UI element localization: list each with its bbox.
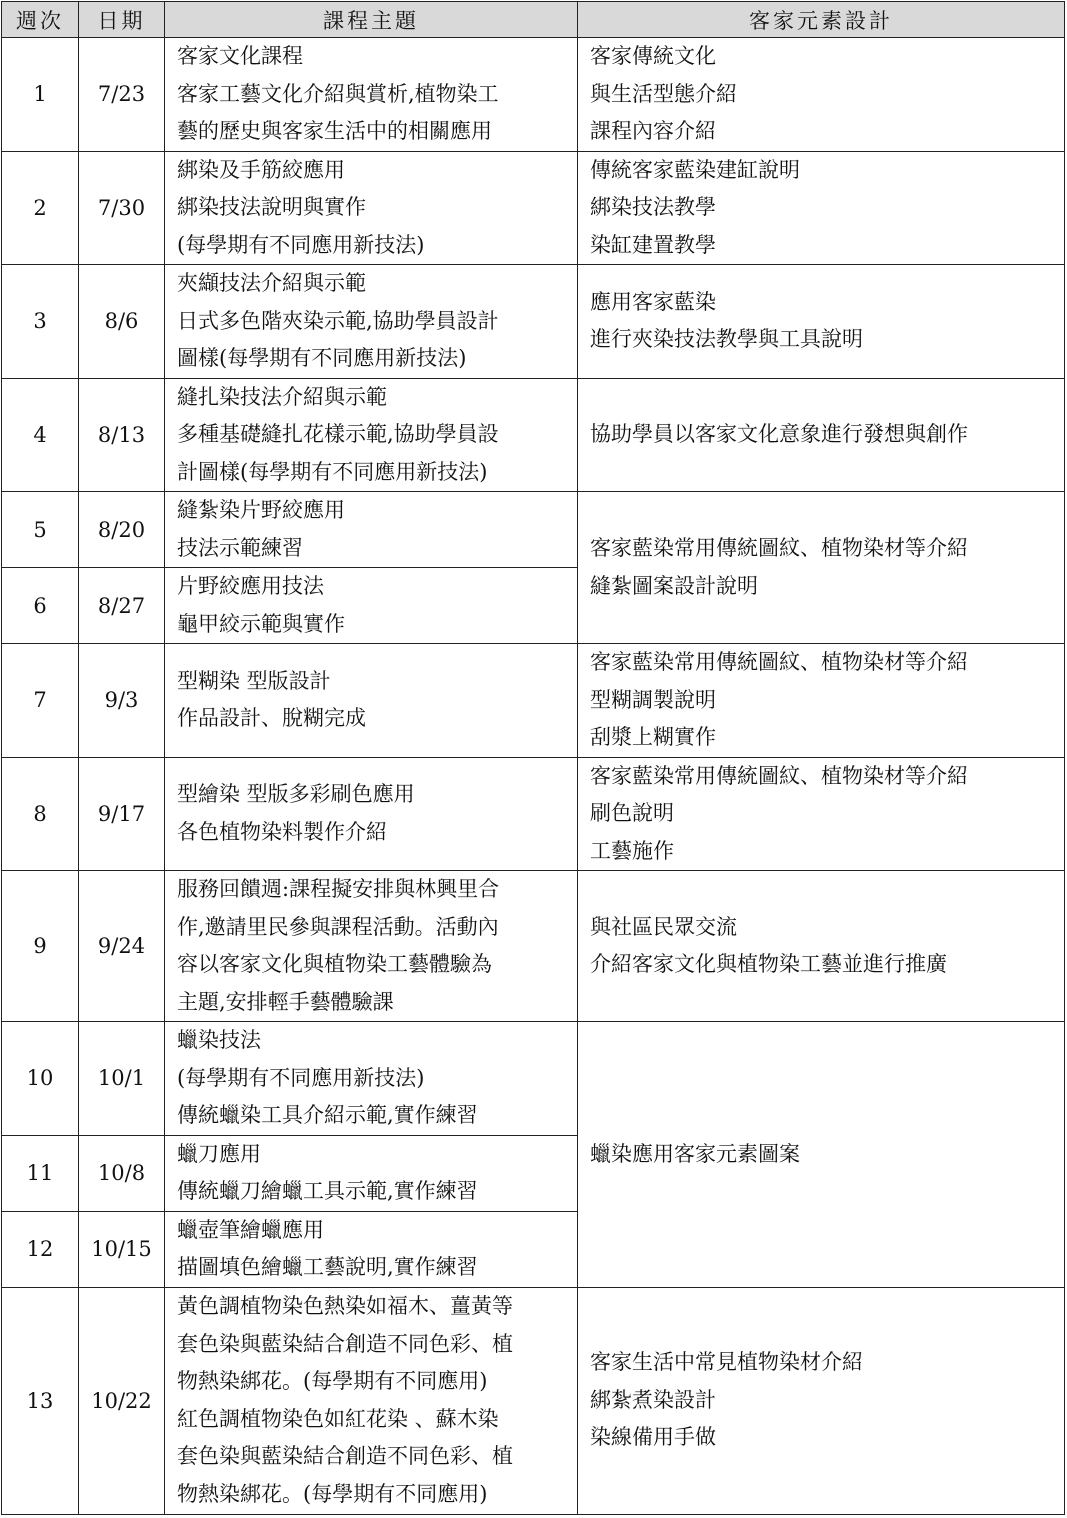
hakka-element-line: 客家生活中常見植物染材介紹 <box>590 1350 863 1375</box>
topic-line: 主題,安排輕手藝體驗課 <box>177 989 394 1014</box>
table-row <box>2 757 1065 871</box>
topic-line: 描圖填色繪蠟工藝說明,實作練習 <box>177 1255 478 1279</box>
hakka-element-line: 與社區民眾交流 <box>590 914 737 939</box>
topic-line: 傳統蠟刀繪蠟工具示範,實作練習 <box>177 1179 478 1203</box>
topic-line: 蠟壺筆繪蠟應用 <box>177 1217 324 1242</box>
week-cell: 10 <box>2 1022 79 1136</box>
hakka-element-line: 應用客家藍染 <box>590 289 716 314</box>
hakka-element-line: 與生活型態介紹 <box>590 81 737 106</box>
date-cell: 10/22 <box>79 1287 165 1514</box>
hakka-element-cell <box>578 1287 1065 1514</box>
topic-line: 綁染技法說明與實作 <box>177 195 366 219</box>
topic-line: 套色染與藍染結合創造不同色彩、植 <box>177 1444 513 1468</box>
date-cell: 10/1 <box>79 1022 165 1136</box>
week-cell: 8 <box>2 757 79 871</box>
topic-cell <box>165 265 578 379</box>
hakka-element-line: 客家藍染常用傳統圖紋、植物染材等介紹 <box>590 763 968 788</box>
hakka-element-cell <box>578 151 1065 265</box>
topic-line: 多種基礎縫扎花樣示範,協助學員設 <box>177 422 499 446</box>
hakka-element-cell <box>578 265 1065 379</box>
date-cell: 8/20 <box>79 492 165 568</box>
week-cell: 11 <box>2 1135 79 1211</box>
hakka-element-cell <box>578 644 1065 758</box>
hakka-element-line: 刮漿上糊實作 <box>590 725 716 749</box>
topic-line: 黃色調植物染色熱染如福木、薑黃等 <box>177 1294 513 1318</box>
topic-line: 蠟刀應用 <box>177 1141 261 1166</box>
header-hakka-element: 客家元素設計 <box>578 2 1065 38</box>
hakka-element-line: 客家藍染常用傳統圖紋、植物染材等介紹 <box>590 650 968 674</box>
topic-cell <box>165 644 578 758</box>
week-cell: 7 <box>2 644 79 758</box>
hakka-element-cell <box>578 378 1065 492</box>
date-cell: 7/30 <box>79 151 165 265</box>
topic-cell <box>165 1135 578 1211</box>
hakka-element-line: 綁染技法教學 <box>590 195 716 219</box>
table-row <box>2 378 1065 492</box>
hakka-element-line: 染線備用手做 <box>590 1425 716 1450</box>
topic-line: 日式多色階夾染示範,協助學員設計 <box>177 308 499 333</box>
topic-line: 物熱染綁花。(每學期有不同應用) <box>177 1481 488 1506</box>
week-cell: 2 <box>2 151 79 265</box>
topic-cell <box>165 492 578 568</box>
table-row <box>2 265 1065 379</box>
week-cell: 4 <box>2 378 79 492</box>
topic-cell <box>165 1287 578 1514</box>
topic-line: 服務回饋週:課程擬安排與林興里合 <box>177 877 500 901</box>
topic-line: (每學期有不同應用新技法) <box>177 232 425 257</box>
topic-cell <box>165 1211 578 1287</box>
hakka-element-line: 染缸建置教學 <box>590 232 716 257</box>
hakka-element-cell <box>578 871 1065 1022</box>
course-schedule-table <box>1 1 1065 1515</box>
topic-line: 技法示範練習 <box>177 535 303 560</box>
topic-line: 客家文化課程 <box>177 44 303 68</box>
table-row <box>2 1287 1065 1514</box>
topic-cell <box>165 151 578 265</box>
topic-cell <box>165 378 578 492</box>
topic-line: (每學期有不同應用新技法) <box>177 1065 425 1090</box>
table-row <box>2 644 1065 758</box>
hakka-element-line: 工藝施作 <box>590 838 674 863</box>
topic-line: 綁染及手筋絞應用 <box>177 157 345 182</box>
date-cell: 9/17 <box>79 757 165 871</box>
topic-line: 藝的歷史與客家生活中的相關應用 <box>177 119 492 143</box>
week-cell: 13 <box>2 1287 79 1514</box>
hakka-element-line: 蠟染應用客家元素圖案 <box>590 1141 800 1166</box>
hakka-element-line: 協助學員以客家文化意象進行發想與創作 <box>590 422 968 446</box>
header-week: 週次 <box>2 2 79 38</box>
topic-line: 紅色調植物染色如紅花染 、蘇木染 <box>177 1406 499 1431</box>
topic-line: 傳統蠟染工具介紹示範,實作練習 <box>177 1103 478 1127</box>
date-cell: 10/15 <box>79 1211 165 1287</box>
table-header <box>2 2 1065 38</box>
table-row <box>2 38 1065 152</box>
table-row <box>2 492 1065 568</box>
topic-cell <box>165 38 578 152</box>
topic-line: 作,邀請里民參與課程活動。活動內 <box>177 914 499 939</box>
date-cell: 8/6 <box>79 265 165 379</box>
topic-line: 各色植物染料製作介紹 <box>177 819 387 844</box>
week-cell: 3 <box>2 265 79 379</box>
hakka-element-line: 型糊調製說明 <box>590 687 716 712</box>
date-cell: 7/23 <box>79 38 165 152</box>
table-row <box>2 871 1065 1022</box>
hakka-element-cell <box>578 38 1065 152</box>
topic-line: 客家工藝文化介紹與賞析,植物染工 <box>177 81 499 106</box>
date-cell: 9/24 <box>79 871 165 1022</box>
topic-line: 作品設計、脫糊完成 <box>177 706 366 731</box>
header-row <box>2 2 1065 38</box>
topic-line: 片野絞應用技法 <box>177 574 324 598</box>
header-date: 日期 <box>79 2 165 38</box>
topic-cell <box>165 871 578 1022</box>
hakka-element-line: 客家藍染常用傳統圖紋、植物染材等介紹 <box>590 536 968 560</box>
table-body <box>2 38 1065 1515</box>
date-cell: 9/3 <box>79 644 165 758</box>
topic-line: 圖樣(每學期有不同應用新技法) <box>177 346 467 370</box>
table-row <box>2 151 1065 265</box>
topic-line: 縫紮染片野絞應用 <box>177 498 345 522</box>
topic-line: 型繪染 型版多彩刷色應用 <box>177 782 415 807</box>
topic-line: 夾纈技法介紹與示範 <box>177 271 366 295</box>
hakka-element-line: 傳統客家藍染建缸說明 <box>590 157 800 182</box>
date-cell: 10/8 <box>79 1135 165 1211</box>
week-cell: 6 <box>2 568 79 644</box>
hakka-element-line: 綁紮煮染設計 <box>590 1387 716 1412</box>
hakka-element-cell <box>578 492 1065 644</box>
table-row <box>2 1022 1065 1136</box>
hakka-element-line: 縫紮圖案設計說明 <box>590 573 758 598</box>
week-cell: 9 <box>2 871 79 1022</box>
topic-line: 物熱染綁花。(每學期有不同應用) <box>177 1369 488 1393</box>
hakka-element-line: 刷色說明 <box>590 801 674 825</box>
hakka-element-cell <box>578 1022 1065 1288</box>
date-cell: 8/27 <box>79 568 165 644</box>
hakka-element-line: 客家傳統文化 <box>590 44 716 68</box>
topic-line: 計圖樣(每學期有不同應用新技法) <box>177 459 488 484</box>
topic-cell <box>165 757 578 871</box>
topic-cell <box>165 1022 578 1136</box>
topic-line: 套色染與藍染結合創造不同色彩、植 <box>177 1331 513 1356</box>
week-cell: 5 <box>2 492 79 568</box>
hakka-element-line: 課程內容介紹 <box>590 119 716 143</box>
week-cell: 12 <box>2 1211 79 1287</box>
week-cell: 1 <box>2 38 79 152</box>
date-cell: 8/13 <box>79 378 165 492</box>
topic-line: 縫扎染技法介紹與示範 <box>177 384 387 409</box>
topic-line: 容以客家文化與植物染工藝體驗為 <box>177 952 492 976</box>
hakka-element-line: 介紹客家文化與植物染工藝並進行推廣 <box>590 952 947 976</box>
topic-line: 型糊染 型版設計 <box>177 668 331 693</box>
topic-cell <box>165 568 578 644</box>
topic-line: 龜甲絞示範與實作 <box>177 611 345 636</box>
hakka-element-line: 進行夾染技法教學與工具說明 <box>590 327 863 352</box>
hakka-element-cell <box>578 757 1065 871</box>
header-topic: 課程主題 <box>165 2 578 38</box>
topic-line: 蠟染技法 <box>177 1028 261 1052</box>
